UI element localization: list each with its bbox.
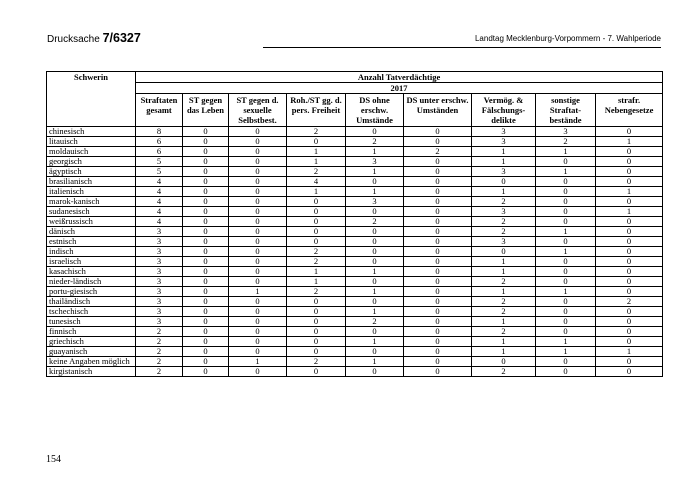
value-cell: 0 — [229, 197, 287, 207]
value-cell: 0 — [229, 227, 287, 237]
value-cell: 0 — [404, 327, 472, 337]
value-cell: 3 — [536, 127, 596, 137]
value-cell: 0 — [229, 317, 287, 327]
nationality-cell: tschechisch — [47, 307, 136, 317]
table-row — [47, 297, 663, 307]
value-cell: 0 — [346, 237, 404, 247]
table-row — [47, 207, 663, 217]
value-cell: 3 — [136, 267, 183, 277]
value-cell: 0 — [596, 227, 663, 237]
value-cell: 1 — [287, 187, 346, 197]
table-row — [47, 327, 663, 337]
value-cell: 0 — [536, 327, 596, 337]
table-row — [47, 287, 663, 297]
value-cell: 4 — [136, 177, 183, 187]
group-title-header: Anzahl Tatverdächtige — [136, 72, 663, 83]
nationality-cell: tunesisch — [47, 317, 136, 327]
value-cell: 0 — [183, 257, 229, 267]
table-row — [47, 237, 663, 247]
table-row — [47, 137, 663, 147]
nationality-cell: estnisch — [47, 237, 136, 247]
value-cell: 0 — [404, 177, 472, 187]
value-cell: 0 — [229, 207, 287, 217]
value-cell: 3 — [472, 167, 536, 177]
value-cell: 0 — [287, 197, 346, 207]
value-cell: 0 — [404, 307, 472, 317]
value-cell: 0 — [404, 237, 472, 247]
value-cell: 0 — [536, 367, 596, 377]
value-cell: 1 — [536, 247, 596, 257]
table-body — [47, 127, 663, 377]
value-cell: 6 — [136, 137, 183, 147]
value-cell: 0 — [229, 247, 287, 257]
table-row — [47, 347, 663, 357]
document-label: Drucksache — [47, 34, 103, 45]
nationality-cell: kasachisch — [47, 267, 136, 277]
value-cell: 1 — [472, 287, 536, 297]
value-cell: 3 — [136, 297, 183, 307]
value-cell: 0 — [183, 137, 229, 147]
value-cell: 0 — [596, 247, 663, 257]
value-cell: 0 — [346, 247, 404, 257]
value-cell: 0 — [183, 217, 229, 227]
column-header: Vermög. & Fälschungs-delikte — [472, 94, 536, 127]
value-cell: 0 — [287, 217, 346, 227]
value-cell: 1 — [346, 147, 404, 157]
value-cell: 0 — [183, 197, 229, 207]
value-cell: 0 — [404, 137, 472, 147]
value-cell: 0 — [472, 247, 536, 257]
value-cell: 2 — [472, 277, 536, 287]
value-cell: 0 — [183, 357, 229, 367]
value-cell: 0 — [183, 307, 229, 317]
value-cell: 0 — [536, 207, 596, 217]
column-header: strafr. Nebengesetze — [596, 94, 663, 127]
value-cell: 2 — [404, 147, 472, 157]
value-cell: 0 — [183, 127, 229, 137]
value-cell: 0 — [183, 317, 229, 327]
value-cell: 5 — [136, 167, 183, 177]
nationality-cell: guayanisch — [47, 347, 136, 357]
value-cell: 0 — [229, 237, 287, 247]
table-row — [47, 157, 663, 167]
value-cell: 0 — [596, 157, 663, 167]
table-row — [47, 247, 663, 257]
value-cell: 0 — [404, 357, 472, 367]
value-cell: 0 — [596, 197, 663, 207]
table-row — [47, 197, 663, 207]
value-cell: 0 — [183, 247, 229, 257]
value-cell: 0 — [404, 207, 472, 217]
value-cell: 0 — [346, 227, 404, 237]
value-cell: 0 — [404, 217, 472, 227]
value-cell: 0 — [346, 277, 404, 287]
column-header: sonstige Straftat-bestände — [536, 94, 596, 127]
value-cell: 0 — [346, 327, 404, 337]
value-cell: 1 — [596, 347, 663, 357]
value-cell: 2 — [472, 217, 536, 227]
table-row — [47, 257, 663, 267]
nationality-cell: brasilianisch — [47, 177, 136, 187]
value-cell: 3 — [472, 237, 536, 247]
value-cell: 8 — [136, 127, 183, 137]
column-header-row — [47, 94, 663, 127]
value-cell: 1 — [536, 337, 596, 347]
value-cell: 1 — [229, 357, 287, 367]
value-cell: 2 — [287, 357, 346, 367]
column-header: DS unter erschw. Umständen — [404, 94, 472, 127]
value-cell: 0 — [404, 187, 472, 197]
value-cell: 0 — [346, 257, 404, 267]
value-cell: 0 — [287, 337, 346, 347]
value-cell: 0 — [287, 237, 346, 247]
value-cell: 0 — [404, 337, 472, 347]
value-cell: 0 — [346, 177, 404, 187]
value-cell: 2 — [472, 197, 536, 207]
value-cell: 1 — [287, 157, 346, 167]
value-cell: 0 — [229, 297, 287, 307]
value-cell: 0 — [183, 207, 229, 217]
value-cell: 2 — [536, 137, 596, 147]
value-cell: 0 — [229, 267, 287, 277]
value-cell: 1 — [472, 257, 536, 267]
value-cell: 1 — [287, 147, 346, 157]
value-cell: 2 — [287, 287, 346, 297]
value-cell: 0 — [596, 357, 663, 367]
value-cell: 1 — [287, 267, 346, 277]
value-cell: 0 — [183, 157, 229, 167]
value-cell: 1 — [536, 287, 596, 297]
value-cell: 1 — [596, 207, 663, 217]
value-cell: 5 — [136, 157, 183, 167]
nationality-cell: finnisch — [47, 327, 136, 337]
value-cell: 0 — [229, 337, 287, 347]
document-number-value: 7/6327 — [102, 31, 141, 45]
value-cell: 1 — [346, 337, 404, 347]
value-cell: 0 — [536, 217, 596, 227]
value-cell: 0 — [404, 277, 472, 287]
table-row — [47, 267, 663, 277]
nationality-cell: georgisch — [47, 157, 136, 167]
value-cell: 2 — [136, 337, 183, 347]
value-cell: 0 — [404, 247, 472, 257]
nationality-cell: weißrussisch — [47, 217, 136, 227]
value-cell: 1 — [346, 267, 404, 277]
value-cell: 0 — [404, 317, 472, 327]
suspects-table — [46, 71, 663, 377]
value-cell: 0 — [183, 237, 229, 247]
nationality-cell: dänisch — [47, 227, 136, 237]
document-number — [47, 31, 141, 47]
value-cell: 1 — [472, 337, 536, 347]
value-cell: 0 — [536, 357, 596, 367]
table-row — [47, 167, 663, 177]
value-cell: 0 — [183, 167, 229, 177]
value-cell: 2 — [472, 307, 536, 317]
value-cell: 0 — [183, 327, 229, 337]
value-cell: 3 — [346, 157, 404, 167]
table-row — [47, 317, 663, 327]
value-cell: 2 — [287, 167, 346, 177]
value-cell: 0 — [536, 317, 596, 327]
nationality-cell: sudanesisch — [47, 207, 136, 217]
value-cell: 0 — [404, 267, 472, 277]
value-cell: 0 — [229, 137, 287, 147]
value-cell: 3 — [136, 317, 183, 327]
value-cell: 1 — [472, 347, 536, 357]
parliament-title: Landtag Mecklenburg-Vorpommern - 7. Wahlperiode — [474, 34, 661, 43]
value-cell: 0 — [536, 267, 596, 277]
nationality-cell: chinesisch — [47, 127, 136, 137]
value-cell: 0 — [346, 207, 404, 217]
value-cell: 1 — [229, 287, 287, 297]
value-cell: 0 — [596, 217, 663, 227]
nationality-cell: portu-giesisch — [47, 287, 136, 297]
value-cell: 1 — [346, 287, 404, 297]
value-cell: 0 — [229, 147, 287, 157]
value-cell: 0 — [183, 287, 229, 297]
value-cell: 4 — [287, 177, 346, 187]
nationality-cell: keine Angaben möglich — [47, 357, 136, 367]
value-cell: 2 — [136, 357, 183, 367]
value-cell: 2 — [472, 227, 536, 237]
value-cell: 0 — [596, 287, 663, 297]
value-cell: 1 — [536, 147, 596, 157]
value-cell: 1 — [536, 227, 596, 237]
value-cell: 1 — [472, 187, 536, 197]
value-cell: 0 — [287, 347, 346, 357]
table-row — [47, 357, 663, 367]
value-cell: 0 — [404, 157, 472, 167]
value-cell: 0 — [472, 177, 536, 187]
column-header: Straftaten gesamt — [136, 94, 183, 127]
page-number: 154 — [46, 454, 61, 465]
value-cell: 2 — [346, 137, 404, 147]
value-cell: 0 — [346, 127, 404, 137]
value-cell: 0 — [287, 297, 346, 307]
table-row — [47, 277, 663, 287]
value-cell: 0 — [596, 307, 663, 317]
value-cell: 1 — [346, 187, 404, 197]
value-cell: 0 — [229, 167, 287, 177]
column-header: Roh./ST gg. d. pers. Freiheit — [287, 94, 346, 127]
value-cell: 2 — [472, 327, 536, 337]
nationality-cell: israelisch — [47, 257, 136, 267]
value-cell: 1 — [596, 137, 663, 147]
value-cell: 0 — [536, 257, 596, 267]
value-cell: 2 — [287, 247, 346, 257]
value-cell: 0 — [229, 307, 287, 317]
value-cell: 4 — [136, 187, 183, 197]
value-cell: 0 — [596, 267, 663, 277]
value-cell: 1 — [346, 167, 404, 177]
nationality-cell: litauisch — [47, 137, 136, 147]
value-cell: 1 — [287, 277, 346, 287]
value-cell: 0 — [536, 297, 596, 307]
value-cell: 0 — [183, 177, 229, 187]
value-cell: 0 — [536, 177, 596, 187]
value-cell: 0 — [536, 307, 596, 317]
nationality-cell: nieder-ländisch — [47, 277, 136, 287]
value-cell: 1 — [536, 347, 596, 357]
value-cell: 0 — [287, 207, 346, 217]
value-cell: 1 — [346, 307, 404, 317]
value-cell: 0 — [229, 327, 287, 337]
value-cell: 0 — [536, 187, 596, 197]
value-cell: 1 — [472, 157, 536, 167]
value-cell: 2 — [596, 297, 663, 307]
value-cell: 0 — [596, 327, 663, 337]
value-cell: 0 — [596, 127, 663, 137]
value-cell: 6 — [136, 147, 183, 157]
value-cell: 0 — [287, 307, 346, 317]
nationality-cell: thailändisch — [47, 297, 136, 307]
value-cell: 0 — [596, 257, 663, 267]
nationality-cell: marok-kanisch — [47, 197, 136, 207]
value-cell: 0 — [183, 267, 229, 277]
value-cell: 0 — [596, 367, 663, 377]
value-cell: 3 — [346, 197, 404, 207]
value-cell: 0 — [229, 347, 287, 357]
value-cell: 0 — [536, 157, 596, 167]
value-cell: 2 — [346, 317, 404, 327]
table-row — [47, 127, 663, 137]
value-cell: 0 — [229, 187, 287, 197]
value-cell: 0 — [183, 227, 229, 237]
value-cell: 1 — [596, 187, 663, 197]
table-row — [47, 147, 663, 157]
value-cell: 0 — [596, 147, 663, 157]
value-cell: 0 — [346, 347, 404, 357]
value-cell: 0 — [229, 157, 287, 167]
value-cell: 3 — [472, 137, 536, 147]
value-cell: 3 — [136, 277, 183, 287]
value-cell: 0 — [183, 147, 229, 157]
value-cell: 0 — [229, 277, 287, 287]
value-cell: 3 — [136, 257, 183, 267]
value-cell: 0 — [287, 227, 346, 237]
value-cell: 4 — [136, 197, 183, 207]
value-cell: 0 — [596, 277, 663, 287]
value-cell: 0 — [287, 367, 346, 377]
value-cell: 1 — [346, 357, 404, 367]
value-cell: 1 — [472, 267, 536, 277]
value-cell: 2 — [346, 217, 404, 227]
value-cell: 4 — [136, 217, 183, 227]
table-row — [47, 227, 663, 237]
value-cell: 0 — [404, 347, 472, 357]
value-cell: 3 — [136, 227, 183, 237]
nationality-cell: italienisch — [47, 187, 136, 197]
value-cell: 0 — [404, 287, 472, 297]
value-cell: 0 — [183, 187, 229, 197]
header-rule — [263, 47, 661, 48]
value-cell: 0 — [229, 217, 287, 227]
value-cell: 3 — [136, 247, 183, 257]
value-cell: 0 — [404, 197, 472, 207]
column-header: ST gegen das Leben — [183, 94, 229, 127]
value-cell: 1 — [472, 147, 536, 157]
nationality-cell: ägyptisch — [47, 167, 136, 177]
value-cell: 0 — [404, 297, 472, 307]
nationality-cell: indisch — [47, 247, 136, 257]
region-header: Schwerin — [47, 72, 136, 127]
nationality-cell: kirgistanisch — [47, 367, 136, 377]
table-row — [47, 187, 663, 197]
nationality-cell: griechisch — [47, 337, 136, 347]
table-row — [47, 367, 663, 377]
value-cell: 1 — [472, 317, 536, 327]
value-cell: 0 — [596, 317, 663, 327]
value-cell: 0 — [404, 127, 472, 137]
value-cell: 0 — [536, 277, 596, 287]
value-cell: 0 — [596, 237, 663, 247]
value-cell: 2 — [136, 327, 183, 337]
value-cell: 3 — [136, 237, 183, 247]
value-cell: 0 — [346, 297, 404, 307]
value-cell: 0 — [183, 347, 229, 357]
value-cell: 0 — [346, 367, 404, 377]
table-row — [47, 337, 663, 347]
value-cell: 0 — [287, 317, 346, 327]
table-row — [47, 217, 663, 227]
value-cell: 0 — [287, 137, 346, 147]
table-row — [47, 177, 663, 187]
value-cell: 4 — [136, 207, 183, 217]
value-cell: 3 — [472, 127, 536, 137]
nationality-cell: moldauisch — [47, 147, 136, 157]
value-cell: 2 — [287, 127, 346, 137]
value-cell: 1 — [536, 167, 596, 177]
value-cell: 0 — [229, 257, 287, 267]
value-cell: 2 — [136, 367, 183, 377]
value-cell: 0 — [536, 237, 596, 247]
value-cell: 0 — [472, 357, 536, 367]
value-cell: 0 — [404, 167, 472, 177]
value-cell: 3 — [136, 307, 183, 317]
value-cell: 0 — [536, 197, 596, 207]
value-cell: 2 — [472, 367, 536, 377]
value-cell: 0 — [404, 367, 472, 377]
value-cell: 2 — [472, 297, 536, 307]
value-cell: 0 — [596, 337, 663, 347]
column-header: DS ohne erschw. Umstände — [346, 94, 404, 127]
value-cell: 0 — [404, 257, 472, 267]
value-cell: 2 — [136, 347, 183, 357]
value-cell: 2 — [287, 257, 346, 267]
value-cell: 0 — [596, 167, 663, 177]
value-cell: 0 — [229, 177, 287, 187]
value-cell: 0 — [404, 227, 472, 237]
value-cell: 0 — [229, 367, 287, 377]
value-cell: 0 — [596, 177, 663, 187]
value-cell: 0 — [183, 337, 229, 347]
value-cell: 0 — [183, 277, 229, 287]
value-cell: 0 — [183, 367, 229, 377]
value-cell: 0 — [287, 327, 346, 337]
value-cell: 3 — [136, 287, 183, 297]
column-header: ST gegen d. sexuelle Selbstbest. — [229, 94, 287, 127]
table-row — [47, 307, 663, 317]
value-cell: 3 — [472, 207, 536, 217]
value-cell: 0 — [183, 297, 229, 307]
year-header: 2017 — [136, 83, 663, 94]
value-cell: 0 — [229, 127, 287, 137]
